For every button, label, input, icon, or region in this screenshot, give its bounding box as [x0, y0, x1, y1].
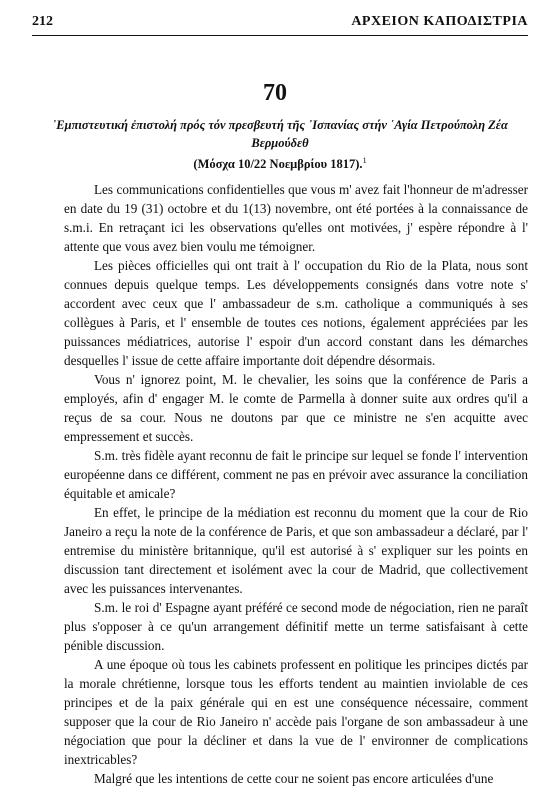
paragraph: Les communications confidentielles que vous m' avez fait l'honneur de m'adresser en date du 19 (31) octobre et du 1(13) novembre, ont été portées à la connaissance de s.m.i. En retraçant ici les observations qu'elles ont motivées, j' espère répondre à l' attente que vous avez bien voulu me témoigner.: [64, 182, 528, 254]
paragraph: Malgré que les intentions de cette cour ne soient pas encore articulées d'une: [94, 771, 494, 786]
document-date: (Μόσχα 10/22 Νοεμβρίου 1817).: [193, 157, 363, 172]
document-number: 70: [263, 80, 287, 106]
running-header: [32, 14, 528, 30]
document-title: [40, 116, 520, 173]
paragraph: Les pièces officielles qui ont trait à l' occupation du Rio de la Plata, nous sont connues depuis quelque temps. Les développements consignés dans votre note s' accordent avec ceux que l' ambassadeur de s.m. catholique a communiqués à ses collègues à Paris, et l' ensemble de toutes ces notions, également appréciées par les puissances médiatrices, autorise l' espoir d'un accord constant dans les démarches desquelles l' issue de cette affaire importante doit dépendre désormais.: [64, 258, 528, 368]
paragraph: S.m. le roi d' Espagne ayant préféré ce second mode de négociation, rien ne paraît plus s'opposer à ce qu'un arrangement définitif mette un terme satisfaisant à cette pénible discussion.: [64, 600, 528, 653]
paragraph: En effet, le principe de la médiation est reconnu du moment que la cour de Rio Janeiro a reçu la note de la conférence de Paris, et que son ambassadeur a déclaré, par l' entremise du ministère britannique, qu'il est autorisé à s' expliquer sur les points en discussion tant directement et isolément avec la cour de Madrid, que collectivement avec les puissances intervenantes.: [64, 505, 528, 596]
letter-body: [64, 180, 528, 788]
running-title: ΑΡΧΕΙΟΝ ΚΑΠΟΔΙΣΤΡΙΑ: [351, 14, 528, 29]
header-rule: [32, 35, 528, 36]
paragraph: A une époque où tous les cabinets professent en politique les principes dictés par la morale chrétienne, lorsque tous les efforts tendent au maintien inviolable de ces principes et de la paix générale qui en est une conséquence nécessaire, comment supposer que la cour de Rio Janeiro n' accède pais l'organe de son ambassadeur à une négociation que pour la décliner et dans la vue de l' environner de complications inextricables?: [64, 657, 528, 767]
document-title-line1: ᾿Εμπιστευτική ἐπιστολή πρός τόν πρεσβευτή τῆς ᾿Ισπανίας στήν ῾Αγία Πετρούπολη Ζέα Βερμούδεθ: [52, 118, 508, 150]
paragraph: Vous n' ignorez point, M. le chevalier, les soins que la conférence de Paris a employés, afin d' engager M. le comte de Parmella à donner suite aux ordres qu'il a reçus de sa cour. Nous ne doutons par que ce ministre ne s'en acquitte avec empressement et succès.: [64, 372, 528, 444]
paragraph: S.m. très fidèle ayant reconnu de fait le principe sur lequel se fonde l' intervention européenne dans ce différent, comment ne pas en prévoir avec assurance la conciliation équitable et amicale?: [64, 448, 528, 501]
document-title-line2: [40, 152, 520, 173]
footnote-marker: 1: [362, 156, 367, 165]
page-number: 212: [32, 14, 53, 29]
